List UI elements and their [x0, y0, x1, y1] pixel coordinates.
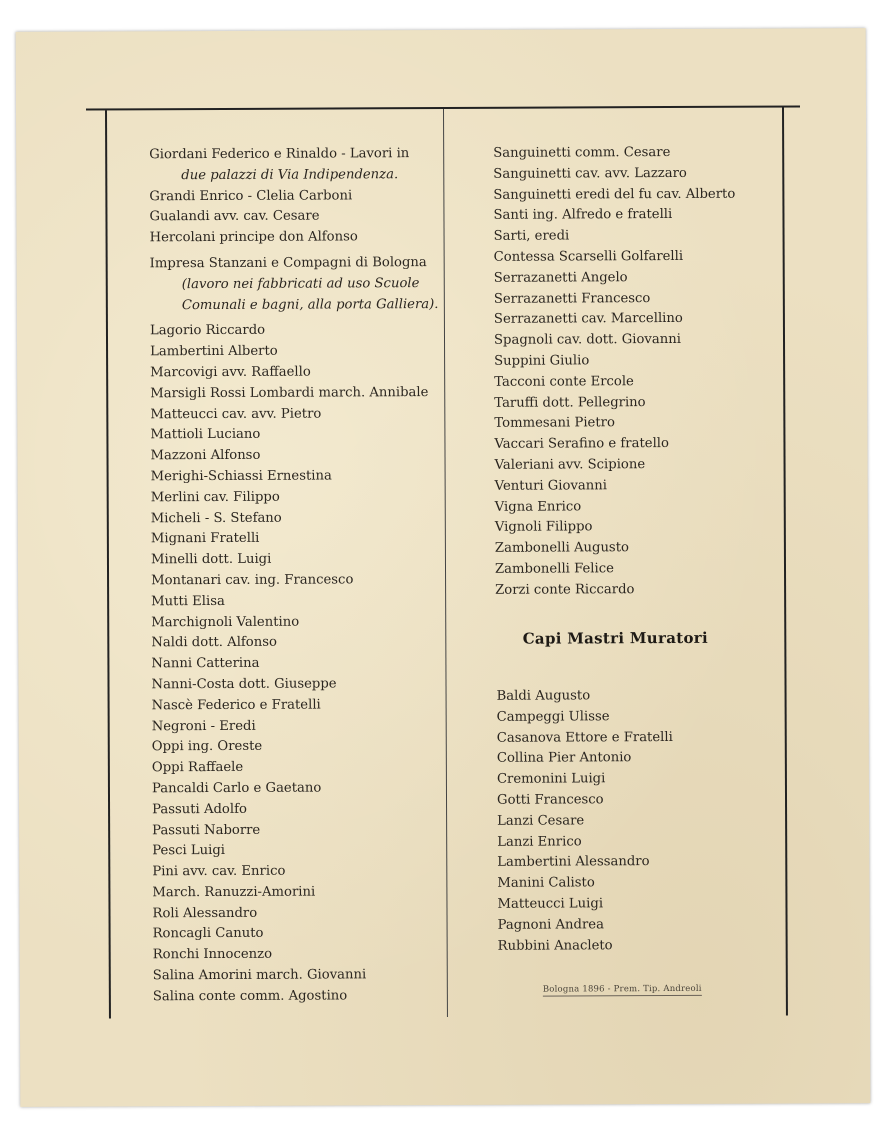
column-divider	[443, 109, 448, 1017]
list-item: Valeriani avv. Scipione	[494, 457, 646, 473]
list-item: Hercolani principe don Alfonso	[149, 229, 358, 246]
list-item: Gualandi avv. cav. Cesare	[149, 208, 320, 225]
list-item: Zorzi conte Riccardo	[495, 581, 635, 598]
capi-mastri-list	[497, 686, 674, 957]
list-item: Naldi dott. Alfonso	[151, 635, 277, 651]
list-item: Pini avv. cav. Enrico	[152, 863, 286, 880]
document-page	[16, 28, 871, 1107]
list-item: Pesci Luigi	[152, 843, 226, 859]
list-item: Santi ing. Alfredo e fratelli	[493, 207, 673, 224]
list-item: Mattioli Luciano	[150, 427, 261, 443]
list-item: Matteucci cav. avv. Pietro	[150, 406, 322, 422]
list-item: Impresa Stanzani e Compagni di Bologna	[149, 255, 427, 272]
list-item: Salina Amorini march. Giovanni	[152, 967, 367, 984]
right-name-list	[493, 143, 737, 602]
list-item: Giordani Federico e Rinaldo - Lavori in	[149, 146, 410, 163]
list-item: Nanni Catterina	[151, 655, 260, 672]
list-item: Vaccari Serafino e fratello	[494, 436, 669, 452]
list-item: Minelli dott. Luigi	[150, 551, 272, 568]
list-item: Salina conte comm. Agostino	[152, 988, 348, 1005]
list-item: Oppi Raffaele	[151, 759, 244, 776]
left-name-list	[149, 144, 441, 1008]
list-item: Matteucci Luigi	[497, 896, 604, 912]
list-item: Cremonini Luigi	[496, 771, 606, 787]
list-item: Negroni - Eredi	[151, 718, 256, 734]
list-item: Merlini cav. Filippo	[150, 489, 280, 506]
list-item: Vignoli Filippo	[494, 519, 593, 536]
list-item: Collina Pier Antonio	[496, 750, 632, 767]
list-item: Lanzi Cesare	[497, 813, 585, 829]
list-item: Suppini Giulio	[494, 353, 590, 369]
list-item: Marcovigi avv. Raffaello	[150, 364, 311, 381]
list-item: Pagnoni Andrea	[497, 917, 604, 933]
list-item: Montanari cav. ing. Francesco	[151, 572, 354, 589]
list-item: Micheli - S. Stefano	[150, 510, 282, 526]
list-item: Taruffi dott. Pellegrino	[494, 394, 646, 411]
list-item: Zambonelli Augusto	[494, 540, 629, 556]
list-item: Grandi Enrico - Clelia Carboni	[149, 187, 353, 204]
list-item: Roncagli Canuto	[152, 926, 264, 942]
list-item: Spagnoli cav. dott. Giovanni	[493, 332, 681, 348]
list-item: Oppi ing. Oreste	[151, 739, 263, 755]
list-item: Tacconi conte Ercole	[494, 373, 634, 390]
list-item: Sanguinetti comm. Cesare	[493, 145, 671, 161]
list-item: Lambertini Alessandro	[497, 854, 650, 871]
list-item: Contessa Scarselli Golfarelli	[493, 248, 684, 265]
list-item: Mutti Elisa	[151, 593, 225, 610]
list-item: Lagorio Riccardo	[149, 323, 266, 339]
list-item: Comunali e bagni, alla porta Galliera).	[181, 296, 439, 313]
list-item: Marchignoli Valentino	[151, 614, 300, 630]
list-item: Serrazanetti cav. Marcellino	[493, 311, 683, 328]
list-item: Lanzi Enrico	[497, 833, 582, 850]
list-item: March. Ranuzzi-Amorini	[152, 884, 316, 901]
list-item: Serrazanetti Francesco	[493, 290, 651, 307]
list-item: Sanguinetti eredi del fu cav. Alberto	[493, 186, 736, 203]
list-item: Vigna Enrico	[494, 498, 582, 515]
list-item: Baldi Augusto	[496, 688, 591, 704]
list-item: Passuti Naborre	[152, 822, 261, 838]
list-item: Pancaldi Carlo e Gaetano	[151, 780, 322, 797]
list-item: Venturi Giovanni	[494, 478, 608, 494]
list-item: Manini Calisto	[497, 875, 595, 891]
list-item: Mazzoni Alfonso	[150, 447, 261, 464]
list-item: Gotti Francesco	[496, 792, 604, 808]
list-item: Ronchi Innocenzo	[152, 947, 273, 963]
section-heading: Capi Mastri Muratori	[522, 628, 708, 648]
list-item: Nanni-Costa dott. Giuseppe	[151, 676, 337, 693]
list-item: Zambonelli Felice	[494, 561, 614, 577]
list-item: Lambertini Alberto	[150, 343, 278, 360]
list-item: Campeggi Ulisse	[496, 709, 610, 725]
list-item: Roli Alessandro	[152, 905, 258, 921]
left-border-rule	[105, 110, 111, 1018]
list-item: Serrazanetti Angelo	[493, 269, 628, 286]
list-item: Merighi-Schiassi Ernestina	[150, 468, 332, 485]
list-item: Nascè Federico e Fratelli	[151, 697, 321, 713]
list-item: Tommesani Pietro	[494, 415, 615, 432]
right-border-rule	[782, 108, 788, 1016]
list-item: Sanguinetti cav. avv. Lazzaro	[493, 165, 687, 182]
list-item: Marsigli Rossi Lombardi march. Annibale	[150, 384, 429, 402]
list-item: Mignani Fratelli	[150, 531, 260, 547]
list-item: Casanova Ettore e Fratelli	[496, 729, 673, 746]
list-item: (lavoro nei fabbricati ad uso Scuole	[181, 275, 420, 292]
list-item: due palazzi di Via Indipendenza.	[181, 166, 399, 183]
printer-imprint: Bologna 1896 - Prem. Tip. Andreoli	[542, 983, 702, 995]
list-item: Passuti Adolfo	[152, 801, 247, 817]
list-item: Sarti, eredi	[493, 228, 570, 244]
list-item: Rubbini Anacleto	[497, 937, 613, 954]
